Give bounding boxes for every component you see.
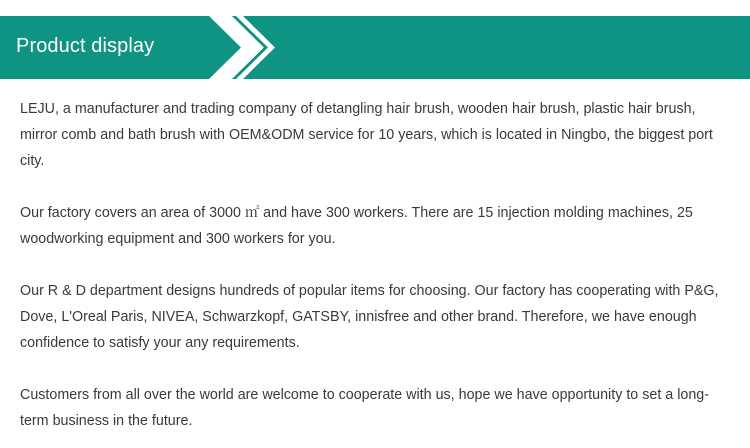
paragraph-rnd-partners: Our R & D department designs hundreds of popular items for choosing. Our factory has cooperating with P&G, Dove, L'Oreal Paris, NIVEA, Schwarzkopf, GATSBY, innisfree and other brand. Therefore, we have enough confidence to satisfy your any requirements. xyxy=(20,283,719,351)
section-title: Product display xyxy=(16,35,155,57)
paragraph-factory-size: Our factory covers an area of 3000 ㎡ and have 300 workers. There are 15 injection molding machines, 25 woodworking equipment and 300 workers for you. xyxy=(20,205,693,247)
paragraph-invitation: Customers from all over the world are welcome to cooperate with us, hope we have opportunity to set a long-term business in the future. xyxy=(20,387,709,429)
paragraph-company-intro: LEJU, a manufacturer and trading company of detangling hair brush, wooden hair brush, plastic hair brush, mirror comb and bath brush with OEM&ODM service for 10 years, which is located in Ningbo, the biggest port city. xyxy=(20,101,713,169)
company-description xyxy=(20,96,732,434)
section-header-banner xyxy=(0,16,750,79)
